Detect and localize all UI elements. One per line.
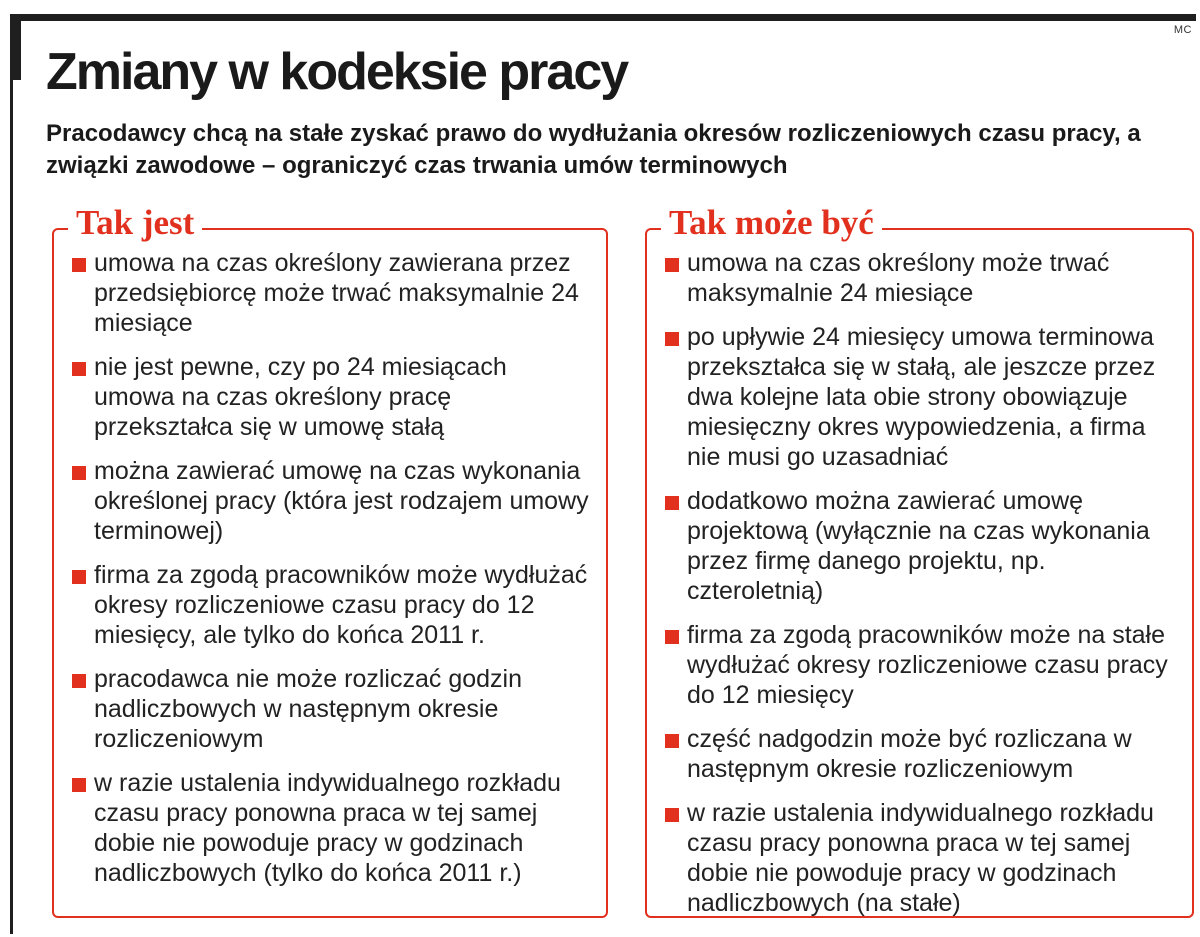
square-bullet-icon bbox=[665, 496, 679, 510]
list-item bbox=[72, 664, 594, 754]
square-bullet-icon bbox=[72, 362, 86, 376]
list-item-text: umowa na czas określony może trwać maksymalnie 24 miesiące bbox=[687, 249, 1110, 307]
list-item-text: można zawierać umowę na czas wykonania określonej pracy (która jest rodzajem umowy terminowej) bbox=[94, 457, 589, 545]
list-item bbox=[665, 620, 1180, 710]
square-bullet-icon bbox=[665, 734, 679, 748]
author-credit: MC bbox=[1173, 24, 1192, 36]
list-item-text: po upływie 24 miesięcy umowa terminowa przekształca się w stałą, ale jeszcze przez dwa kolejne lata obie strony obowiązuje miesięczny okres wypowiedzenia, a firma nie musi go uzasadniać bbox=[687, 323, 1156, 471]
proposal-panel bbox=[645, 203, 1194, 918]
list-item bbox=[665, 798, 1180, 918]
list-item-text: część nadgodzin może być rozliczana w następnym okresie rozliczeniowym bbox=[687, 725, 1132, 783]
current-state-list bbox=[72, 248, 594, 902]
current-state-heading: Tak jest bbox=[68, 200, 202, 246]
list-item-text: nie jest pewne, czy po 24 miesiącach umowa na czas określony pracę przekształca się w umowę stałą bbox=[94, 353, 507, 441]
list-item-text: dodatkowo można zawierać umowę projektową (wyłącznie na czas wykonania przez firmę danego projektu, np. czteroletnią) bbox=[687, 487, 1150, 605]
square-bullet-icon bbox=[72, 258, 86, 272]
list-item-text: w razie ustalenia indywidualnego rozkładu czasu pracy ponowna praca w tej samej dobie nie powoduje pracy w godzinach nadliczbowych (tylko do końca 2011 r.) bbox=[94, 769, 561, 887]
proposal-heading: Tak może być bbox=[661, 200, 882, 246]
page-title: Zmiany w kodeksie pracy bbox=[46, 43, 628, 101]
page-subtitle: Pracodawcy chcą na stałe zyskać prawo do wydłużania okresów rozliczeniowych czasu pracy, a związki zawodowe – ograniczyć czas trwania umów terminowych bbox=[46, 120, 1141, 179]
list-item bbox=[72, 560, 594, 650]
square-bullet-icon bbox=[72, 778, 86, 792]
list-item bbox=[665, 248, 1180, 308]
left-rule bbox=[10, 14, 13, 934]
list-item-text: firma za zgodą pracowników może wydłużać okresy rozliczeniowe czasu pracy do 12 miesięcy, ale tylko do końca 2011 r. bbox=[94, 561, 588, 649]
square-bullet-icon bbox=[665, 808, 679, 822]
square-bullet-icon bbox=[665, 630, 679, 644]
list-item bbox=[72, 456, 594, 546]
list-item-text: w razie ustalenia indywidualnego rozkładu czasu pracy ponowna praca w tej samej dobie nie powoduje pracy w godzinach nadliczbowych (na stałe) bbox=[687, 799, 1154, 917]
list-item bbox=[665, 724, 1180, 784]
square-bullet-icon bbox=[72, 466, 86, 480]
list-item-text: firma za zgodą pracowników może na stałe wydłużać okresy rozliczeniowe czasu pracy do 12 miesięcy bbox=[687, 621, 1168, 709]
list-item bbox=[72, 248, 594, 338]
list-item bbox=[665, 322, 1180, 472]
current-state-panel bbox=[52, 203, 608, 918]
list-item bbox=[665, 486, 1180, 606]
list-item bbox=[72, 352, 594, 442]
top-rule bbox=[10, 14, 1196, 21]
list-item-text: pracodawca nie może rozliczać godzin nadliczbowych w następnym okresie rozliczeniowym bbox=[94, 665, 522, 753]
square-bullet-icon bbox=[72, 674, 86, 688]
list-item-text: umowa na czas określony zawierana przez przedsiębiorcę może trwać maksymalnie 24 miesiące bbox=[94, 249, 579, 337]
list-item bbox=[72, 768, 594, 888]
square-bullet-icon bbox=[665, 332, 679, 346]
square-bullet-icon bbox=[72, 570, 86, 584]
square-bullet-icon bbox=[665, 258, 679, 272]
proposal-list bbox=[665, 248, 1180, 932]
